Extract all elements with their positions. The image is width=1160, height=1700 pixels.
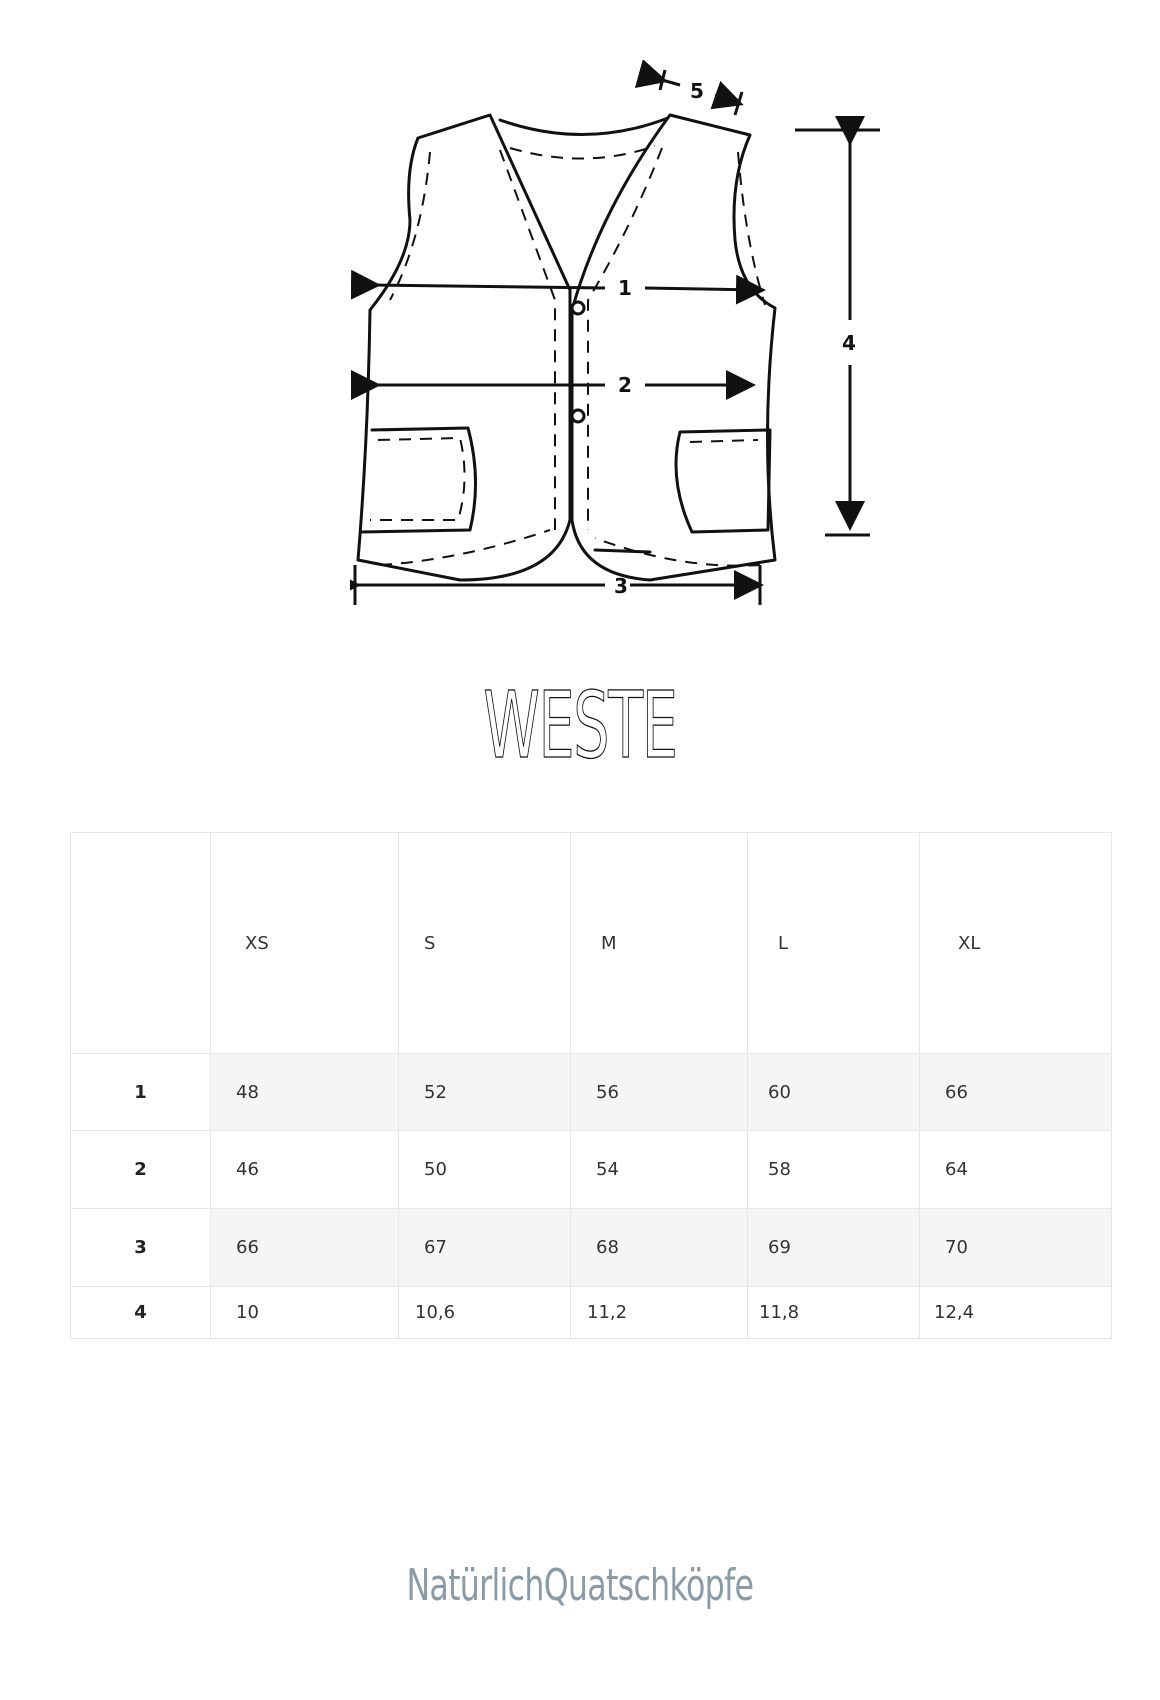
size-header-xs: XS <box>211 833 399 1054</box>
table-cell: 10 <box>211 1287 399 1339</box>
table-cell: 60 <box>748 1054 920 1131</box>
size-header-row <box>71 833 1112 1054</box>
row-label: 4 <box>71 1287 211 1339</box>
brand-footer: NatürlichQuatschköpfe <box>406 1560 754 1611</box>
measure-label-1: 1 <box>618 276 632 300</box>
table-cell: 69 <box>748 1209 920 1287</box>
table-cell: 66 <box>211 1209 399 1287</box>
table-cell: 56 <box>571 1054 748 1131</box>
size-header-m: M <box>571 833 748 1054</box>
row-label: 2 <box>71 1131 211 1209</box>
table-cell: 58 <box>748 1131 920 1209</box>
measure-label-2: 2 <box>618 373 632 397</box>
table-cell: 54 <box>571 1131 748 1209</box>
measure-label-5: 5 <box>690 79 704 103</box>
size-header-l: L <box>748 833 920 1054</box>
table-cell: 11,8 <box>748 1287 920 1339</box>
measure-label-3: 3 <box>614 574 628 598</box>
table-row <box>71 1054 1112 1131</box>
measure-label-4: 4 <box>842 331 856 355</box>
table-cell: 46 <box>211 1131 399 1209</box>
table-cell: 52 <box>399 1054 571 1131</box>
size-header-xl: XL <box>920 833 1112 1054</box>
table-cell: 64 <box>920 1131 1112 1209</box>
table-cell: 70 <box>920 1209 1112 1287</box>
row-label: 3 <box>71 1209 211 1287</box>
table-cell: 10,6 <box>399 1287 571 1339</box>
size-table <box>70 832 1112 1339</box>
size-header-s: S <box>399 833 571 1054</box>
table-cell: 66 <box>920 1054 1112 1131</box>
table-cell: 68 <box>571 1209 748 1287</box>
corner-cell <box>71 833 211 1054</box>
vest-diagram <box>350 60 910 670</box>
page-title: WESTE <box>483 672 677 779</box>
table-row <box>71 1209 1112 1287</box>
table-cell: 50 <box>399 1131 571 1209</box>
table-cell: 12,4 <box>920 1287 1112 1339</box>
row-label: 1 <box>71 1054 211 1131</box>
table-cell: 48 <box>211 1054 399 1131</box>
table-cell: 67 <box>399 1209 571 1287</box>
table-row <box>71 1287 1112 1339</box>
table-cell: 11,2 <box>571 1287 748 1339</box>
table-row <box>71 1131 1112 1209</box>
